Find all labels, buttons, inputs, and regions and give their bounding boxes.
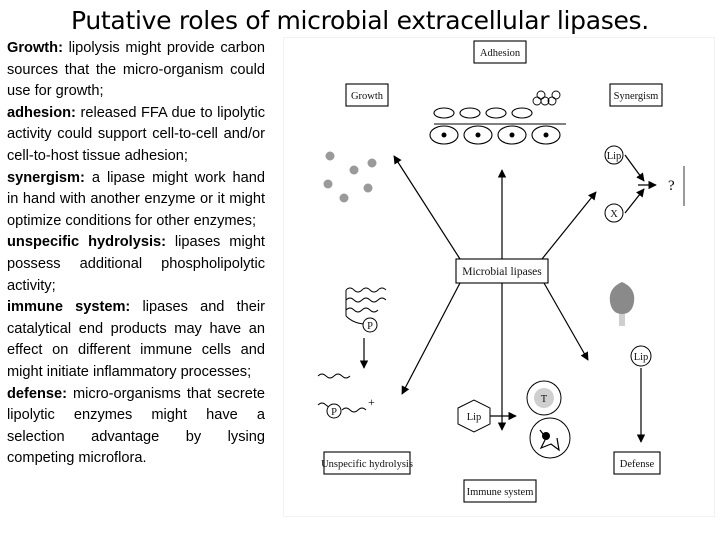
t-label: T	[540, 394, 548, 405]
synergism-label: Synergism	[613, 91, 659, 102]
adhesion-box	[474, 41, 526, 63]
role-term: unspecific hydrolysis:	[7, 234, 166, 251]
lip-label: Lip	[606, 151, 622, 162]
unspecific-label: Unspecific hydrolysis	[321, 459, 413, 470]
role-desc: micro-organisms that secrete lipolytic enzymes might have a selection advantage by lysing competing microflora.	[7, 385, 265, 467]
role-unspecific-hydrolysis	[7, 232, 265, 297]
role-growth	[7, 38, 265, 103]
lip-label: Lip	[633, 352, 649, 363]
role-term: immune system:	[7, 299, 131, 316]
page-title: Putative roles of microbial extracellular lipases.	[71, 6, 649, 35]
role-defense	[7, 384, 265, 470]
center-label: Microbial lipases	[462, 266, 542, 278]
growth-dots-illustration	[324, 152, 377, 203]
center-arrows	[394, 156, 596, 430]
roles-text	[7, 38, 265, 470]
role-desc: a lipase might work hand in hand with another enzyme or it might optimize conditions for other enzymes;	[7, 169, 265, 229]
immune-cells-illustration	[458, 381, 570, 458]
role-desc: lipases might possess additional phospholipolytic activity;	[7, 234, 265, 294]
role-immune-system	[7, 297, 265, 383]
synergism-box	[610, 84, 662, 106]
role-term: synergism:	[7, 169, 85, 186]
adhesion-label: Adhesion	[479, 48, 521, 59]
adhered-cells-illustration	[430, 91, 566, 144]
microbial-lipases-box	[456, 259, 548, 283]
defense-box	[614, 452, 660, 474]
role-term: Growth:	[7, 40, 63, 56]
p-label: P	[331, 407, 337, 418]
role-synergism	[7, 168, 265, 233]
x-label: X	[610, 209, 618, 220]
p-label: P	[367, 321, 373, 332]
lip-label: Lip	[466, 412, 482, 423]
growth-box	[346, 84, 388, 106]
role-desc: lipolysis might provide carbon sources that the micro-organism could use for growth;	[7, 40, 265, 100]
defense-label: Defense	[619, 459, 655, 470]
role-term: adhesion:	[7, 104, 76, 121]
defense-illustration	[610, 282, 651, 442]
role-term: defense:	[7, 385, 68, 402]
role-adhesion	[7, 103, 265, 168]
role-desc: lipases and their catalytical end products may have an effect on different immune cells and might initiate inflammatory processes;	[7, 299, 265, 380]
growth-label: Growth	[350, 91, 384, 102]
immune-system-box	[464, 480, 536, 502]
synergism-illustration	[605, 146, 684, 222]
question-label: ?	[668, 178, 675, 194]
role-desc: released FFA due to lipolytic activity could support cell-to-cell and/or cell-to-host tissue adhesion;	[7, 104, 265, 164]
plus-label: +	[368, 395, 375, 409]
unspecific-hydrolysis-box	[321, 452, 413, 474]
phospholipid-illustration	[318, 288, 386, 418]
lipase-roles-diagram	[284, 38, 714, 516]
immune-label: Immune system	[466, 487, 534, 498]
